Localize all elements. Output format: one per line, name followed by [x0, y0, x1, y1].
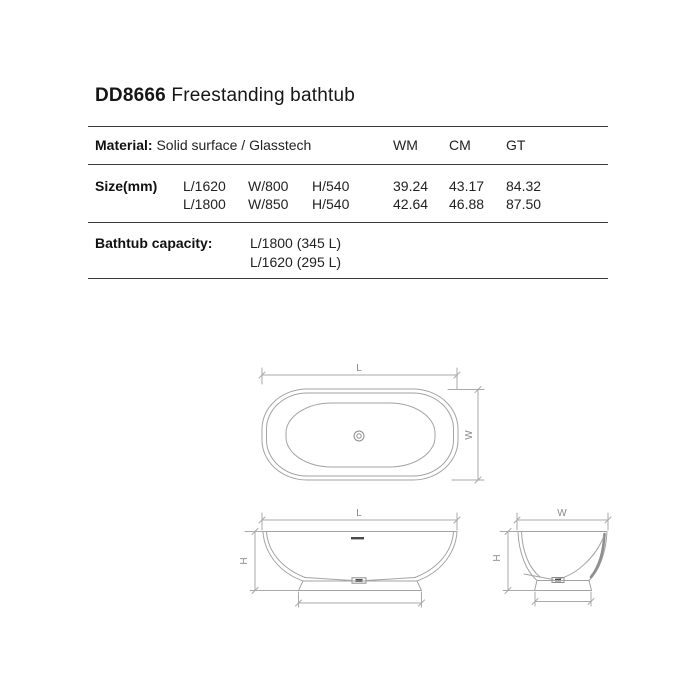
dimension-label-width: W	[557, 508, 567, 519]
capacity-label: Bathtub capacity:	[95, 235, 213, 251]
dimension-height	[500, 529, 534, 594]
size-row-height: H/540	[312, 196, 350, 212]
size-row-width: W/800	[248, 178, 289, 194]
column-header-wm: WM	[393, 137, 418, 153]
dimension-height	[245, 529, 298, 594]
capacity-value: L/1620 (295 L)	[250, 254, 342, 270]
size-row-gt: 84.32	[506, 178, 542, 194]
dimension-label-height: H	[492, 554, 503, 562]
size-row-width: W/850	[248, 196, 289, 212]
size-label: Size(mm)	[95, 178, 158, 194]
size-row-cm: 43.17	[449, 178, 485, 194]
dimension-base	[296, 592, 425, 607]
size-row-cm: 46.88	[449, 196, 485, 212]
capacity-value: L/1800 (345 L)	[250, 235, 342, 251]
dimension-label-length: L	[356, 508, 362, 519]
material-value: Solid surface / Glasstech	[156, 137, 312, 153]
material-label: Material:	[95, 137, 153, 153]
overflow-icon	[351, 537, 364, 539]
column-header-cm: CM	[449, 137, 471, 153]
size-row-length: L/1800	[183, 196, 226, 212]
drain-icon	[354, 431, 364, 441]
size-row-wm: 39.24	[393, 178, 429, 194]
side-view-drawing	[492, 508, 611, 606]
product-name: Freestanding bathtub	[171, 85, 355, 106]
size-row-height: H/540	[312, 178, 350, 194]
product-model: DD8666	[95, 85, 166, 106]
dimension-base	[532, 592, 594, 606]
size-row-wm: 42.64	[393, 196, 429, 212]
size-row-length: L/1620	[183, 178, 226, 194]
dimension-label-width: W	[464, 430, 475, 440]
size-row-gt: 87.50	[506, 196, 542, 212]
column-header-gt: GT	[506, 137, 526, 153]
top-view-drawing	[259, 363, 484, 483]
dimension-label-height: H	[239, 557, 250, 565]
dimension-label-length: L	[356, 363, 362, 374]
front-view-drawing	[239, 508, 460, 607]
